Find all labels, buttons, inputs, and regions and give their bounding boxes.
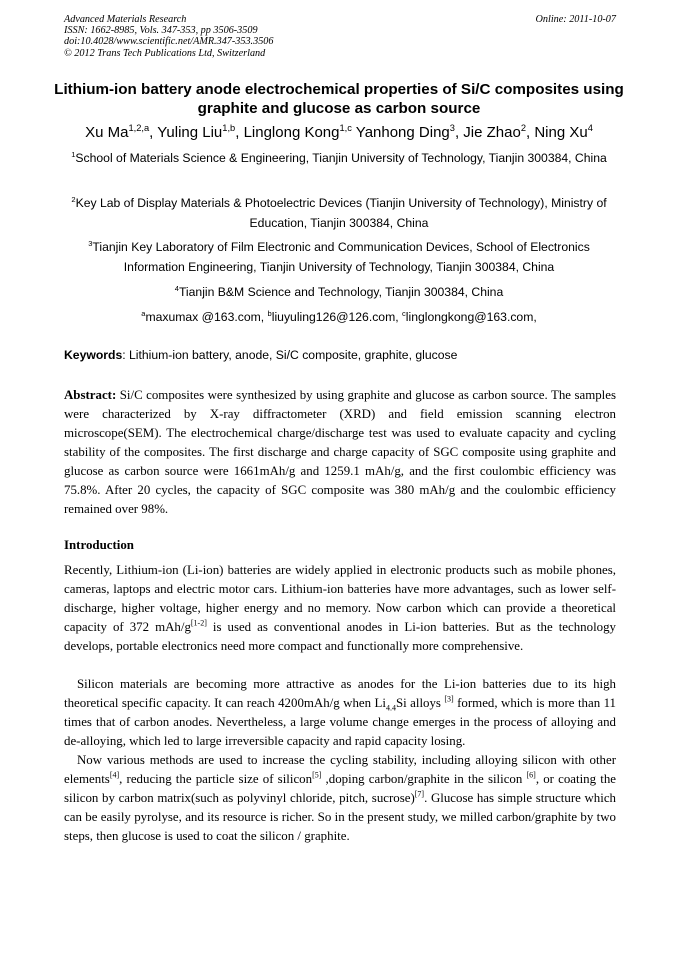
affiliation-number: 2 bbox=[71, 194, 76, 204]
copyright-line: © 2012 Trans Tech Publications Ltd, Switzerland bbox=[64, 47, 266, 59]
paper-title: Lithium-ion battery anode electrochemical properties of Si/C composites using graphite and glucose as carbon source bbox=[54, 81, 624, 117]
doi-line[interactable]: doi:10.4028/www.scientific.net/AMR.347-353.3506 bbox=[64, 36, 274, 48]
issn-line: ISSN: 1662-8985, Vols. 347-353, pp 3506-3509 bbox=[64, 25, 258, 37]
affiliation-text: Key Lab of Display Materials & Photoelectric Devices (Tianjin University of Technology), Ministry of Education, Tianjin 300384, China bbox=[75, 196, 607, 230]
author-list bbox=[40, 123, 638, 143]
paragraph-text: is used as conventional anodes in Li-ion batteries. But as the technology develops, portable electronics need more compact and functionally more comprehensive. bbox=[64, 620, 616, 653]
subscript: 4.4 bbox=[385, 703, 396, 713]
author-name: Jie Zhao bbox=[463, 124, 521, 141]
author-separator: , bbox=[235, 124, 244, 141]
citation-ref[interactable]: [7] bbox=[414, 789, 425, 799]
author-affiliation-mark: 1,c bbox=[339, 123, 352, 133]
affiliation-text: Tianjin B&M Science and Technology, Tianjin 300384, China bbox=[178, 285, 504, 299]
intro-paragraph-2 bbox=[64, 675, 616, 751]
keywords-text: : Lithium-ion battery, anode, Si/C composite, graphite, glucose bbox=[122, 348, 458, 362]
citation-ref[interactable]: [3] bbox=[444, 694, 454, 704]
author-affiliation-mark: 2 bbox=[520, 123, 526, 133]
author-affiliation-mark: 4 bbox=[587, 123, 593, 133]
affiliation-2 bbox=[60, 194, 618, 233]
abstract bbox=[64, 386, 616, 519]
journal-name: Advanced Materials Research bbox=[64, 14, 187, 25]
citation-ref[interactable]: [5] bbox=[312, 770, 322, 780]
affiliation-1 bbox=[60, 149, 618, 169]
email-list bbox=[40, 308, 638, 327]
abstract-label: Abstract: bbox=[64, 388, 117, 402]
citation-ref[interactable]: [4] bbox=[109, 770, 120, 780]
email-link[interactable]: maxumax @163.com, bbox=[145, 310, 268, 324]
paragraph-text: . Glucose has simple structure which can be easily pyrolyse, and its resource is richer. So in the present study, we milled carbon/graphite by two steps, then glucose is used to coat the silicon / graphite. bbox=[64, 791, 617, 843]
section-heading-introduction: Introduction bbox=[64, 538, 134, 552]
author-affiliation-mark: 3 bbox=[449, 123, 455, 133]
paragraph-text: Recently, Lithium-ion (Li-ion) batteries are widely applied in electronic products such as mobile phones, cameras, laptops and electric motor cars. Lithium-ion batteries have more advantages, such as lower self-discharge, higher voltage, higher energy and no memory. Now carbon which can provide a theoretical capacity of 372 mAh/g bbox=[64, 563, 616, 634]
citation-ref[interactable]: [1-2] bbox=[190, 618, 207, 628]
author-affiliation-mark: 1,2,a bbox=[128, 123, 150, 133]
keywords bbox=[64, 346, 616, 365]
author-separator: , bbox=[149, 124, 158, 141]
email-mark: b bbox=[267, 308, 272, 318]
affiliation-text: Tianjin Key Laboratory of Film Electronic and Communication Devices, School of Electronics Information Engineering, Tianjin University of Technology, Tianjin 300384, China bbox=[92, 240, 590, 274]
email-mark: a bbox=[141, 308, 146, 318]
email-mark: c bbox=[402, 308, 406, 318]
email-link[interactable]: liuyuling126@126.com, bbox=[271, 310, 403, 324]
author-name: Linglong Kong bbox=[243, 124, 340, 141]
keywords-label: Keywords bbox=[64, 348, 123, 362]
paragraph-text: formed, which is more than 11 times that of carbon anodes. Nevertheless, a large volume change emerges in the process of alloying and de-alloying, which led to large irreversible capacity and rapid capacity losing. bbox=[64, 696, 616, 748]
author-separator: , bbox=[526, 124, 535, 141]
affiliation-3 bbox=[60, 238, 618, 277]
paragraph-text: , reducing the particle size of silicon bbox=[119, 772, 313, 786]
author-affiliation-mark: 1,b bbox=[222, 123, 236, 133]
author-separator: , bbox=[454, 124, 464, 141]
citation-ref[interactable]: [6] bbox=[526, 770, 536, 780]
affiliation-number: 1 bbox=[71, 149, 76, 159]
email-link[interactable]: linglongkong@163.com, bbox=[405, 310, 537, 324]
author-name: Ning Xu bbox=[534, 124, 588, 141]
affiliation-text: School of Materials Science & Engineering, Tianjin University of Technology, Tianjin 300384, China bbox=[75, 151, 607, 165]
paragraph-text: Si alloys bbox=[395, 696, 445, 710]
author-name: Xu Ma bbox=[85, 124, 129, 141]
author-name: Yuling Liu bbox=[157, 124, 223, 141]
affiliation-number: 3 bbox=[88, 238, 93, 248]
paragraph-text: Silicon materials are becoming more attractive as anodes for the Li-ion batteries due to its high theoretical specific capacity. It can reach 4200mAh/g when Li bbox=[64, 677, 616, 710]
affiliation-4 bbox=[60, 283, 618, 303]
paragraph-text: ,doping carbon/graphite in the silicon bbox=[321, 772, 527, 786]
intro-paragraph-3 bbox=[64, 751, 616, 846]
affiliation-number: 4 bbox=[174, 283, 179, 293]
journal-header bbox=[64, 14, 616, 59]
paragraph-text: Now various methods are used to increase the cycling stability, including alloying silicon with other elements bbox=[64, 753, 616, 786]
intro-paragraph-1 bbox=[64, 561, 616, 656]
author-name: Yanhong Ding bbox=[355, 124, 450, 141]
paragraph-text: , or coating the silicon by carbon matrix(such as polyvinyl chloride, pitch, sucrose) bbox=[64, 772, 616, 805]
abstract-text: Si/C composites were synthesized by using graphite and glucose as carbon source. The samples were characterized by X-ray diffractometer (XRD) and field emission scanning electron microscope(SEM). The electrochemical charge/discharge test was used to evaluate capacity and cycling stability of the composites. The first discharge and charge capacity of SGC composite using graphite and glucose as carbon source were 1661mAh/g and 1259.1 mAh/g, and the first coulombic efficiency was 75.8%. After 20 cycles, the capacity of SGC composite was 380 mAh/g and the coulombic efficiency remained over 98%. bbox=[64, 388, 616, 516]
online-date: Online: 2011-10-07 bbox=[535, 14, 616, 25]
